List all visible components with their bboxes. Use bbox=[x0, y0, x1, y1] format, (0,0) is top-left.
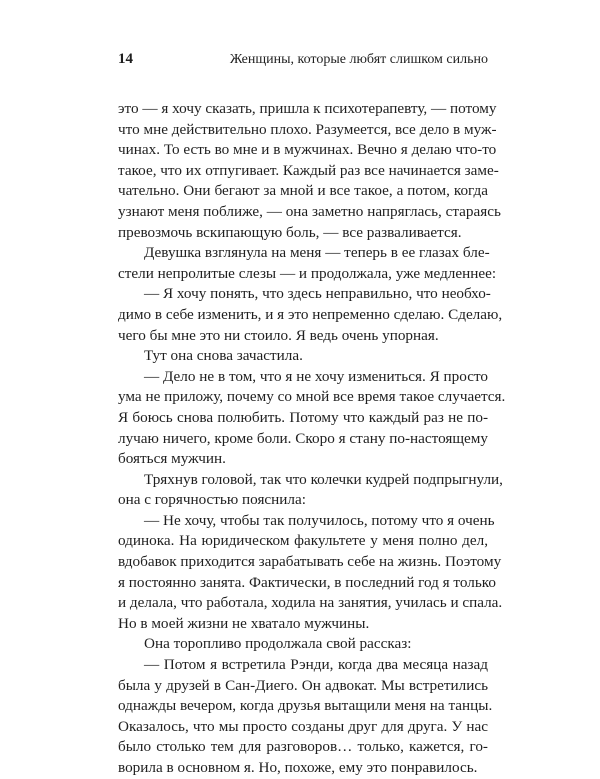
text-line: Тут она снова зачастила. bbox=[144, 347, 303, 365]
text-line: лучаю ничего, кроме боли. Скоро я стану по-настоящему bbox=[118, 429, 488, 447]
text-line: стели непролитые слезы — и продолжала, уже медленнее: bbox=[118, 264, 497, 282]
text-line: была у друзей в Сан-Диего. Он адвокат. Мы встретились bbox=[118, 676, 488, 694]
text-line: — Я хочу понять, что здесь неправильно, что необхо- bbox=[144, 285, 491, 303]
text-line: ума не приложу, почему со мной все время такое случается. bbox=[118, 388, 506, 406]
text-line: одинока. На юридическом факультете у меня полно дел, bbox=[118, 532, 488, 550]
text-line: узнают меня поближе, — она заметно напряглась, стараясь bbox=[118, 202, 501, 220]
text-line: — Дело не в том, что я не хочу измениться. Я просто bbox=[144, 367, 488, 385]
page-number: 14 bbox=[118, 51, 133, 67]
text-line: Девушка взглянула на меня — теперь в ее глазах бле- bbox=[144, 244, 490, 262]
text-line: димо в себе изменить, и я это непременно сделаю. Сделаю, bbox=[118, 305, 503, 323]
text-line: Она торопливо продолжала свой рассказ: bbox=[144, 635, 412, 653]
running-title: Женщины, которые любят слишком сильно bbox=[229, 52, 488, 67]
text-line: чинах. То есть во мне и в мужчинах. Вечно я делаю что-то bbox=[118, 141, 497, 159]
text-line: это — я хочу сказать, пришла к психотерапевту, — потому bbox=[118, 100, 497, 117]
text-line: было столько тем для разговоров… только, кажется, го- bbox=[118, 738, 488, 756]
text-line: — Потом я встретила Рэнди, когда два месяца назад bbox=[144, 656, 488, 674]
text-line: превозмочь вскипающую боль, — все разваливается. bbox=[118, 223, 462, 241]
text-line: чего бы мне это ни стоило. Я ведь очень упорная. bbox=[118, 326, 439, 344]
page-header bbox=[118, 51, 488, 73]
text-line: чательно. Они бегают за мной и все такое, а потом, когда bbox=[118, 182, 488, 200]
text-line: вдобавок приходится зарабатывать себе на жизнь. Поэтому bbox=[118, 553, 502, 571]
text-line: что мне действительно плохо. Разумеется, все дело в муж- bbox=[118, 120, 497, 138]
text-line: Тряхнув головой, так что колечки кудрей подпрыгнули, bbox=[144, 470, 503, 488]
text-line: — Не хочу, чтобы так получилось, потому что я очень bbox=[144, 511, 495, 529]
text-line: ворила в основном я. Но, похоже, ему это понравилось. bbox=[118, 759, 478, 776]
text-line: Я боюсь снова полюбить. Потому что каждый раз не по- bbox=[118, 408, 488, 426]
text-line: я постоянно занята. Фактически, в последний год я только bbox=[118, 573, 496, 591]
text-line: Но в моей жизни не хватало мужчины. bbox=[118, 614, 370, 632]
text-line: и делала, что работала, ходила на занятия, училась и спала. bbox=[118, 594, 503, 612]
text-line: она с горячностью пояснила: bbox=[118, 491, 306, 509]
body-text bbox=[118, 99, 506, 779]
text-line: Оказалось, что мы просто созданы друг для друга. У нас bbox=[118, 717, 488, 735]
text-line: такое, что их отпугивает. Каждый раз все начинается заме- bbox=[118, 161, 499, 179]
text-line: бояться мужчин. bbox=[118, 450, 226, 468]
text-line: однажды вечером, когда друзья вытащили меня на танцы. bbox=[118, 697, 493, 715]
